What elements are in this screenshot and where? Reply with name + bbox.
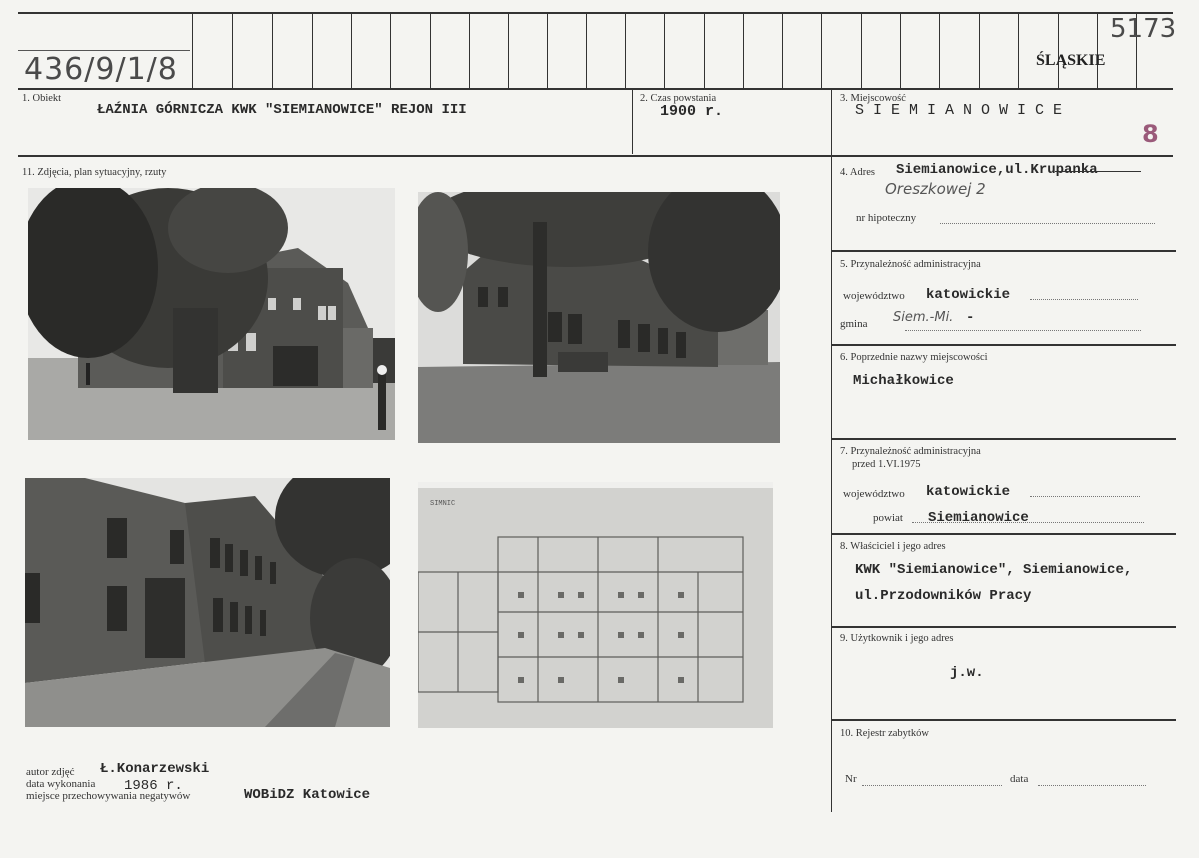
header-grid-line xyxy=(704,12,705,88)
header-grid-line xyxy=(390,12,391,88)
header-grid-line xyxy=(1097,12,1098,88)
storage-value: WOBiDZ Katowice xyxy=(244,787,371,803)
district-label: powiat xyxy=(873,512,903,524)
owner-line2: ul.Przodowników Pracy xyxy=(855,588,1032,604)
header-grid-line xyxy=(586,12,587,88)
header-grid-line xyxy=(861,12,862,88)
mortgage-label: nr hipoteczny xyxy=(856,212,917,224)
header-grid-line xyxy=(192,12,193,88)
district-value: Siemianowice xyxy=(928,510,1029,526)
header-grid-line xyxy=(900,12,901,88)
object-label: 1. Obiekt xyxy=(22,93,62,104)
commune-handwritten: Siem.-Mi. xyxy=(893,310,954,325)
address-label: 4. Adres xyxy=(840,167,875,178)
date-built-label: 2. Czas powstania xyxy=(640,93,717,104)
header-grid-line xyxy=(469,12,470,88)
user-label: 9. Użytkownik i jego adres xyxy=(840,633,954,644)
address-handwritten: Oreszkowej 2 xyxy=(885,180,986,198)
former-names-value: Michałkowice xyxy=(853,373,954,389)
address-value: Siemianowice,ul.Krupanka xyxy=(896,162,1098,178)
admin-before-sublabel: przed 1.VI.1975 xyxy=(852,459,921,470)
photo-building-corner xyxy=(418,192,780,443)
object-value: ŁAŹNIA GÓRNICZA KWK "SIEMIANOWICE" REJON III xyxy=(97,102,467,118)
region-label: ŚLĄSKIE xyxy=(1036,52,1106,69)
header-grid-line xyxy=(625,12,626,88)
header-grid-line xyxy=(508,12,509,88)
locality-mark: 8 xyxy=(1142,120,1159,148)
photos-label: 11. Zdjęcia, plan sytuacyjny, rzuty xyxy=(22,167,167,178)
voivodeship-value: katowickie xyxy=(926,287,1011,303)
owner-label: 8. Właściciel i jego adres xyxy=(840,541,946,552)
photo-building-front xyxy=(28,188,395,440)
header-grid-line xyxy=(979,12,980,88)
author-value: Ł.Konarzewski xyxy=(100,761,210,777)
owner-line1: KWK "Siemianowice", Siemianowice, xyxy=(855,562,1133,578)
commune-label: gmina xyxy=(840,318,868,330)
user-value: j.w. xyxy=(950,665,984,681)
author-label: autor zdjęć xyxy=(26,766,75,778)
admin-label: 5. Przynależność administracyjna xyxy=(840,259,981,270)
header-grid-line xyxy=(939,12,940,88)
reference-number: 436/9/1/8 xyxy=(24,52,178,87)
locality-value: S I E M I A N O W I C E xyxy=(855,102,1063,119)
header-grid-line xyxy=(351,12,352,88)
plan-caption: SIMNIC xyxy=(430,500,456,508)
header-grid-line xyxy=(1018,12,1019,88)
header-grid-line xyxy=(743,12,744,88)
photo-floor-plan xyxy=(418,482,773,728)
header-grid-line xyxy=(272,12,273,88)
register-date-label: data xyxy=(1010,773,1029,785)
register-nr-label: Nr xyxy=(845,773,857,785)
header-grid-line xyxy=(547,12,548,88)
photo-date-label: data wykonania xyxy=(26,778,96,790)
voivodeship-label: województwo xyxy=(843,290,905,302)
header-grid-line xyxy=(782,12,783,88)
voivodeship-before-label: województwo xyxy=(843,488,905,500)
date-built-value: 1900 r. xyxy=(660,103,724,120)
header-grid-line xyxy=(312,12,313,88)
corner-number: 5173 xyxy=(1110,14,1177,44)
locality-label: 3. Miejscowość xyxy=(840,93,906,104)
header-grid-line xyxy=(430,12,431,88)
photo-building-street xyxy=(25,478,390,727)
storage-label: miejsce przechowywania negatywów xyxy=(26,790,191,802)
photo-date-value: 1986 r. xyxy=(124,778,183,794)
register-label: 10. Rejestr zabytków xyxy=(840,728,929,739)
header-grid-line xyxy=(821,12,822,88)
header-grid-line xyxy=(232,12,233,88)
commune-value: - xyxy=(966,310,975,326)
admin-before-label: 7. Przynależność administracyjna xyxy=(840,446,981,457)
header-grid-line xyxy=(664,12,665,88)
former-names-label: 6. Poprzednie nazwy miejscowości xyxy=(840,352,988,363)
header-grid-line xyxy=(1058,12,1059,88)
voivodeship-before-value: katowickie xyxy=(926,484,1011,500)
